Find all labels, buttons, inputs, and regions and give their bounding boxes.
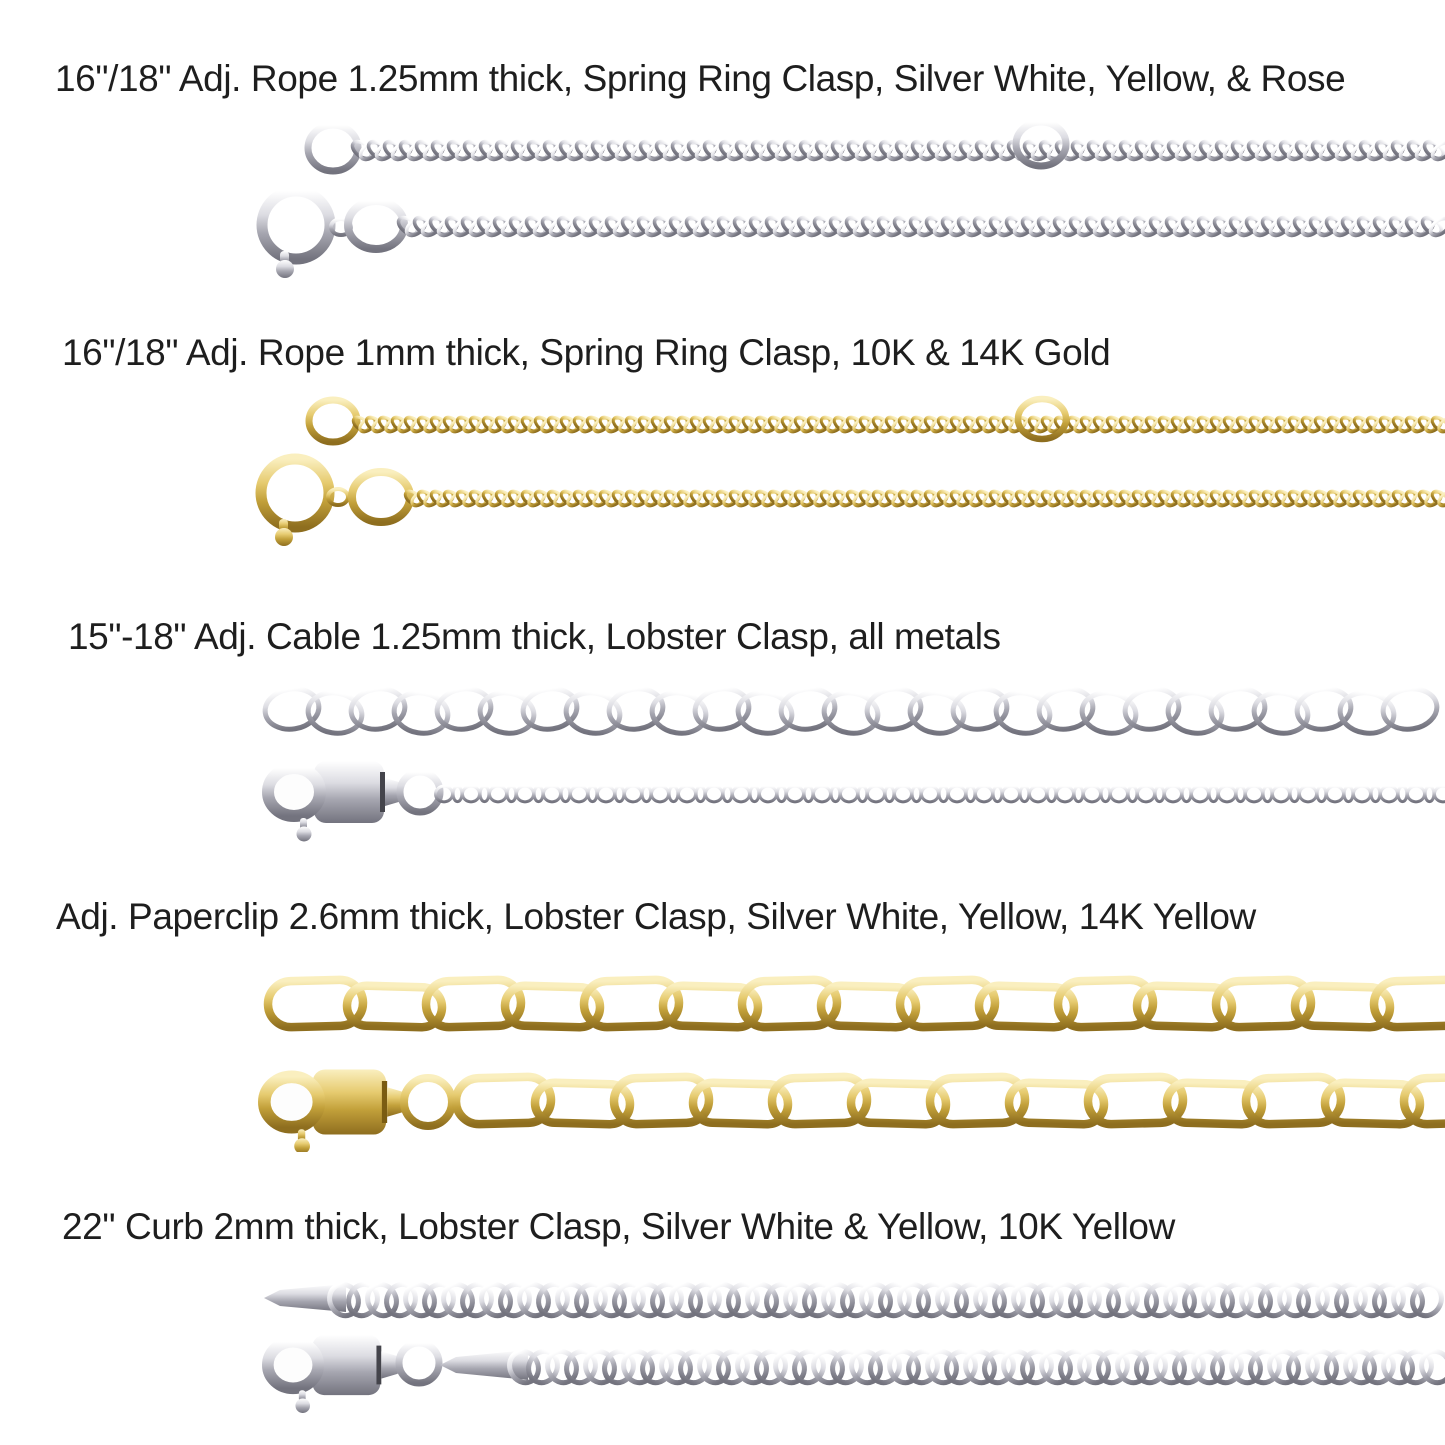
- label-rope-1-25mm: 16"/18" Adj. Rope 1.25mm thick, Spring Ring Clasp, Silver White, Yellow, & Rose: [55, 58, 1346, 99]
- label-cable-1-25mm: 15"-18" Adj. Cable 1.25mm thick, Lobster Clasp, all metals: [68, 616, 1001, 657]
- silver-cable-extender-photo: [0, 675, 1445, 755]
- label-curb-2mm: 22" Curb 2mm thick, Lobster Clasp, Silver White & Yellow, 10K Yellow: [62, 1206, 1175, 1247]
- chain-photo-svg: [0, 1052, 1445, 1152]
- chain-photo-svg: [0, 445, 1445, 555]
- chain-photo-svg: [0, 1328, 1445, 1413]
- silver-rope-spring-ring-clasp-photo: [0, 170, 1445, 280]
- chain-photo-svg: [0, 170, 1445, 280]
- gold-paperclip-lobster-clasp-photo: [0, 1052, 1445, 1152]
- label-rope-1mm: 16"/18" Adj. Rope 1mm thick, Spring Ring Clasp, 10K & 14K Gold: [62, 332, 1111, 373]
- label-paperclip-2-6mm: Adj. Paperclip 2.6mm thick, Lobster Clasp, Silver White, Yellow, 14K Yellow: [56, 896, 1256, 937]
- silver-cable-lobster-clasp-photo: [0, 748, 1445, 843]
- silver-curb-lobster-clasp-photo: [0, 1328, 1445, 1413]
- chain-photo-svg: [0, 748, 1445, 843]
- chain-photo-svg: [0, 675, 1445, 755]
- gold-paperclip-chain-photo: [0, 960, 1445, 1050]
- gold-rope-spring-ring-clasp-photo: [0, 445, 1445, 555]
- chain-photo-svg: [0, 960, 1445, 1050]
